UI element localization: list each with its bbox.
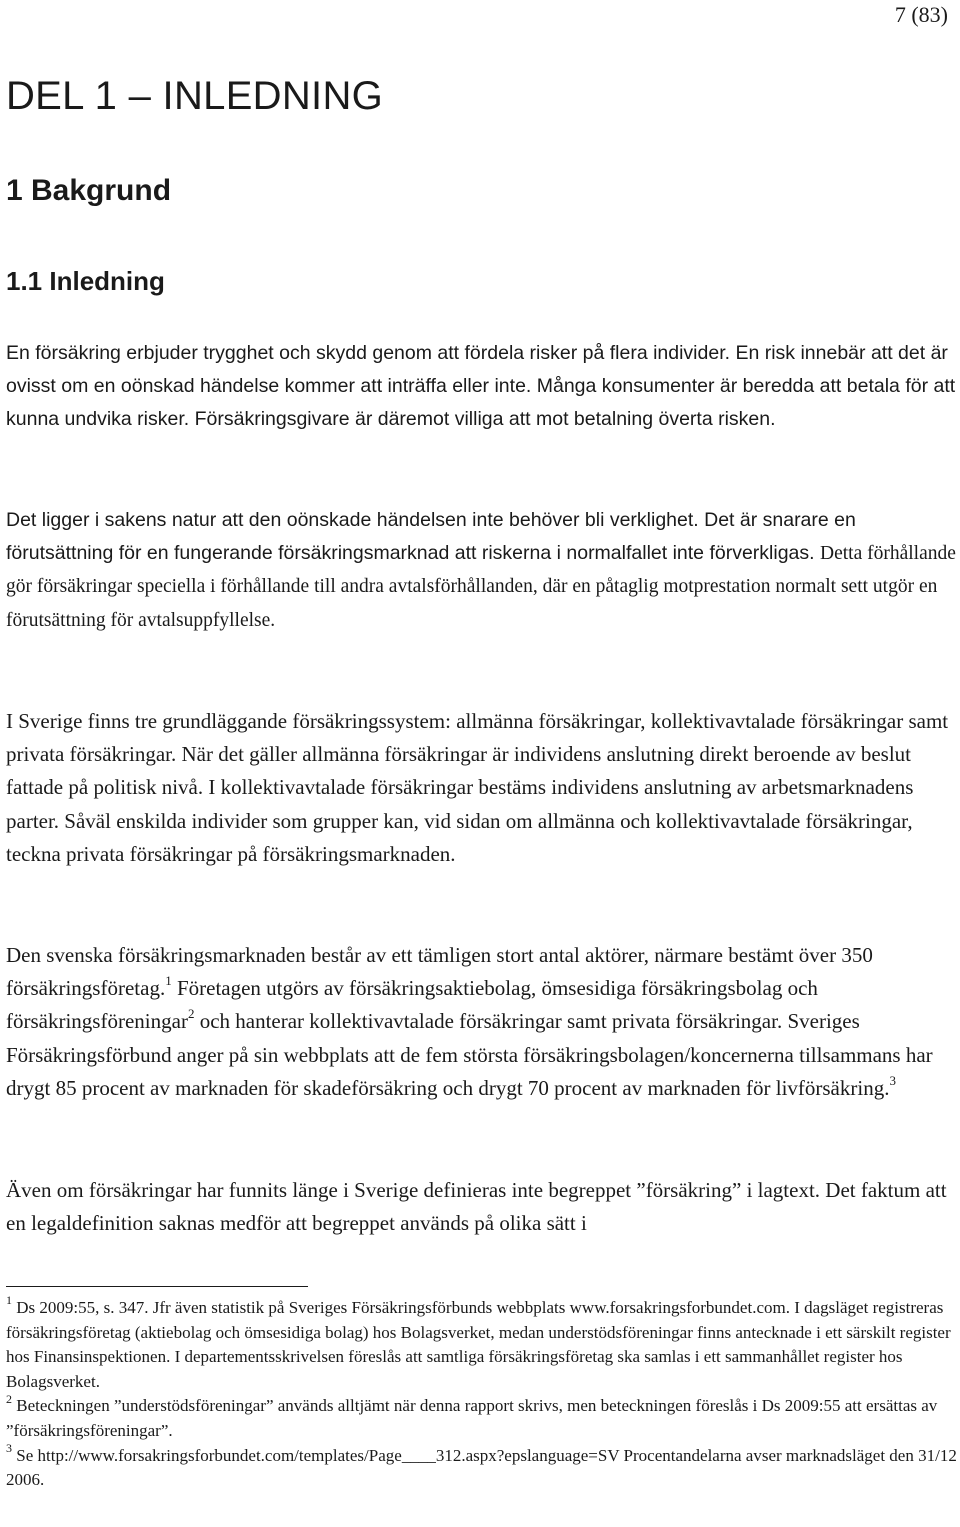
paragraph-risk-text: Det ligger i sakens natur att den oönskade händelsen inte behöver bli verklighet. Det är snarare en förutsättning för en fungerande försäkringsmarknad att riskerna i normalfallet inte förverkligas.	[6, 509, 856, 565]
footnote-3	[6, 1440, 960, 1493]
footnote-marker: 1	[6, 1293, 12, 1308]
paragraph-market-text-a: Den svenska försäkringsmarknaden består av ett tämligen stort antal aktörer, närmare bestämt över 350 försäkringsföretag.	[6, 943, 873, 1001]
part-heading: DEL 1 – INLEDNING	[6, 74, 384, 118]
paragraph-market	[6, 939, 956, 1105]
footnote-marker: 3	[6, 1440, 12, 1455]
footnote-ref-3[interactable]: 3	[889, 1072, 896, 1088]
footnote-marker: 2	[6, 1391, 12, 1406]
footnote-ref-1[interactable]: 1	[165, 973, 172, 989]
section-heading: 1.1 Inledning	[6, 266, 165, 296]
paragraph-definition: Även om försäkringar har funnits länge i Sverige definieras inte begreppet ”försäkring” i lagtext. Det faktum att en legaldefinition saknas medför att begreppet används på olika sätt i	[6, 1178, 947, 1236]
footnote-separator	[6, 1286, 308, 1287]
paragraph-risk-continuation: Detta förhållande gör försäkringar speciella i förhållande till andra avtalsförhållanden, där en påtaglig motprestation normalt sett utgör en förutsättning för avtalsuppfyllelse.	[6, 543, 956, 631]
footnote-2	[6, 1391, 960, 1443]
paragraph-intro: En försäkring erbjuder trygghet och skydd genom att fördela risker på flera individer. En risk innebär att det är ovisst om en oönskad händelse kommer att inträffa eller inte. Många konsumenter är beredda att betala för att kunna undvika risker. Försäkringsgivare är däremot villiga att mot betalning överta risken.	[6, 342, 956, 431]
paragraph-systems: I Sverige finns tre grundläggande försäkringssystem: allmänna försäkringar, kollektivavtalade försäkringar samt privata försäkringar. När det gäller allmänna försäkringar är individens anslutning direkt beroende av beslut fattade på politisk nivå. I kollektivavtalade försäkringar bestäms individens anslutning av arbetsmarknadens parter. Såväl enskilda individer som grupper kan, vid sidan om allmänna och kollektivavtalade försäkringar, teckna privata försäkringar på försäkringsmarknaden.	[6, 709, 949, 866]
footnote-text: Se http://www.forsakringsforbundet.com/templates/Page____312.aspx?epslanguage=SV Procentandelarna avser marknadsläget den 31/12 2006.	[6, 1445, 957, 1490]
footnote-text: Ds 2009:55, s. 347. Jfr även statistik på Sveriges Försäkringsförbunds webbplats www.forsakringsforbundet.com. I dagsläget registreras försäkringsföretag (aktiebolag och ömsesidiga bolag) hos Bolagsverket, medan understödsföreningar finns antecknade i ett särskilt register hos Finansinspektionen. I departementsskrivelsen föreslås att samtliga försäkringsföretag ska samlas i ett sammanhållet register hos Bolagsverket.	[6, 1298, 951, 1391]
paragraph-market-text-b: Företagen utgörs av försäkringsaktiebolag, ömsesidiga försäkringsbolag och försäkringsföreningar	[6, 976, 818, 1034]
footnotes	[6, 1293, 960, 1493]
paragraph-market-text-c: och hanterar kollektivavtalade försäkringar samt privata försäkringar. Sveriges Försäkringsförbund anger på sin webbplats att de fem största försäkringsbolagen/koncernerna tillsammans har drygt 85 procent av marknaden för skadeförsäkring och drygt 70 procent av marknaden för livförsäkring.	[6, 1009, 933, 1100]
chapter-heading: 1 Bakgrund	[6, 174, 172, 207]
footnote-text: Beteckningen ”understödsföreningar” används alltjämt när denna rapport skrivs, men beteckningen föreslås i Ds 2009:55 att ersättas av ”försäkringsföreningar”.	[6, 1396, 938, 1440]
paragraph-risk	[6, 504, 956, 637]
footnote-1	[6, 1293, 960, 1394]
footnote-ref-2[interactable]: 2	[187, 1006, 195, 1022]
page-number: 7 (83)	[894, 2, 948, 27]
